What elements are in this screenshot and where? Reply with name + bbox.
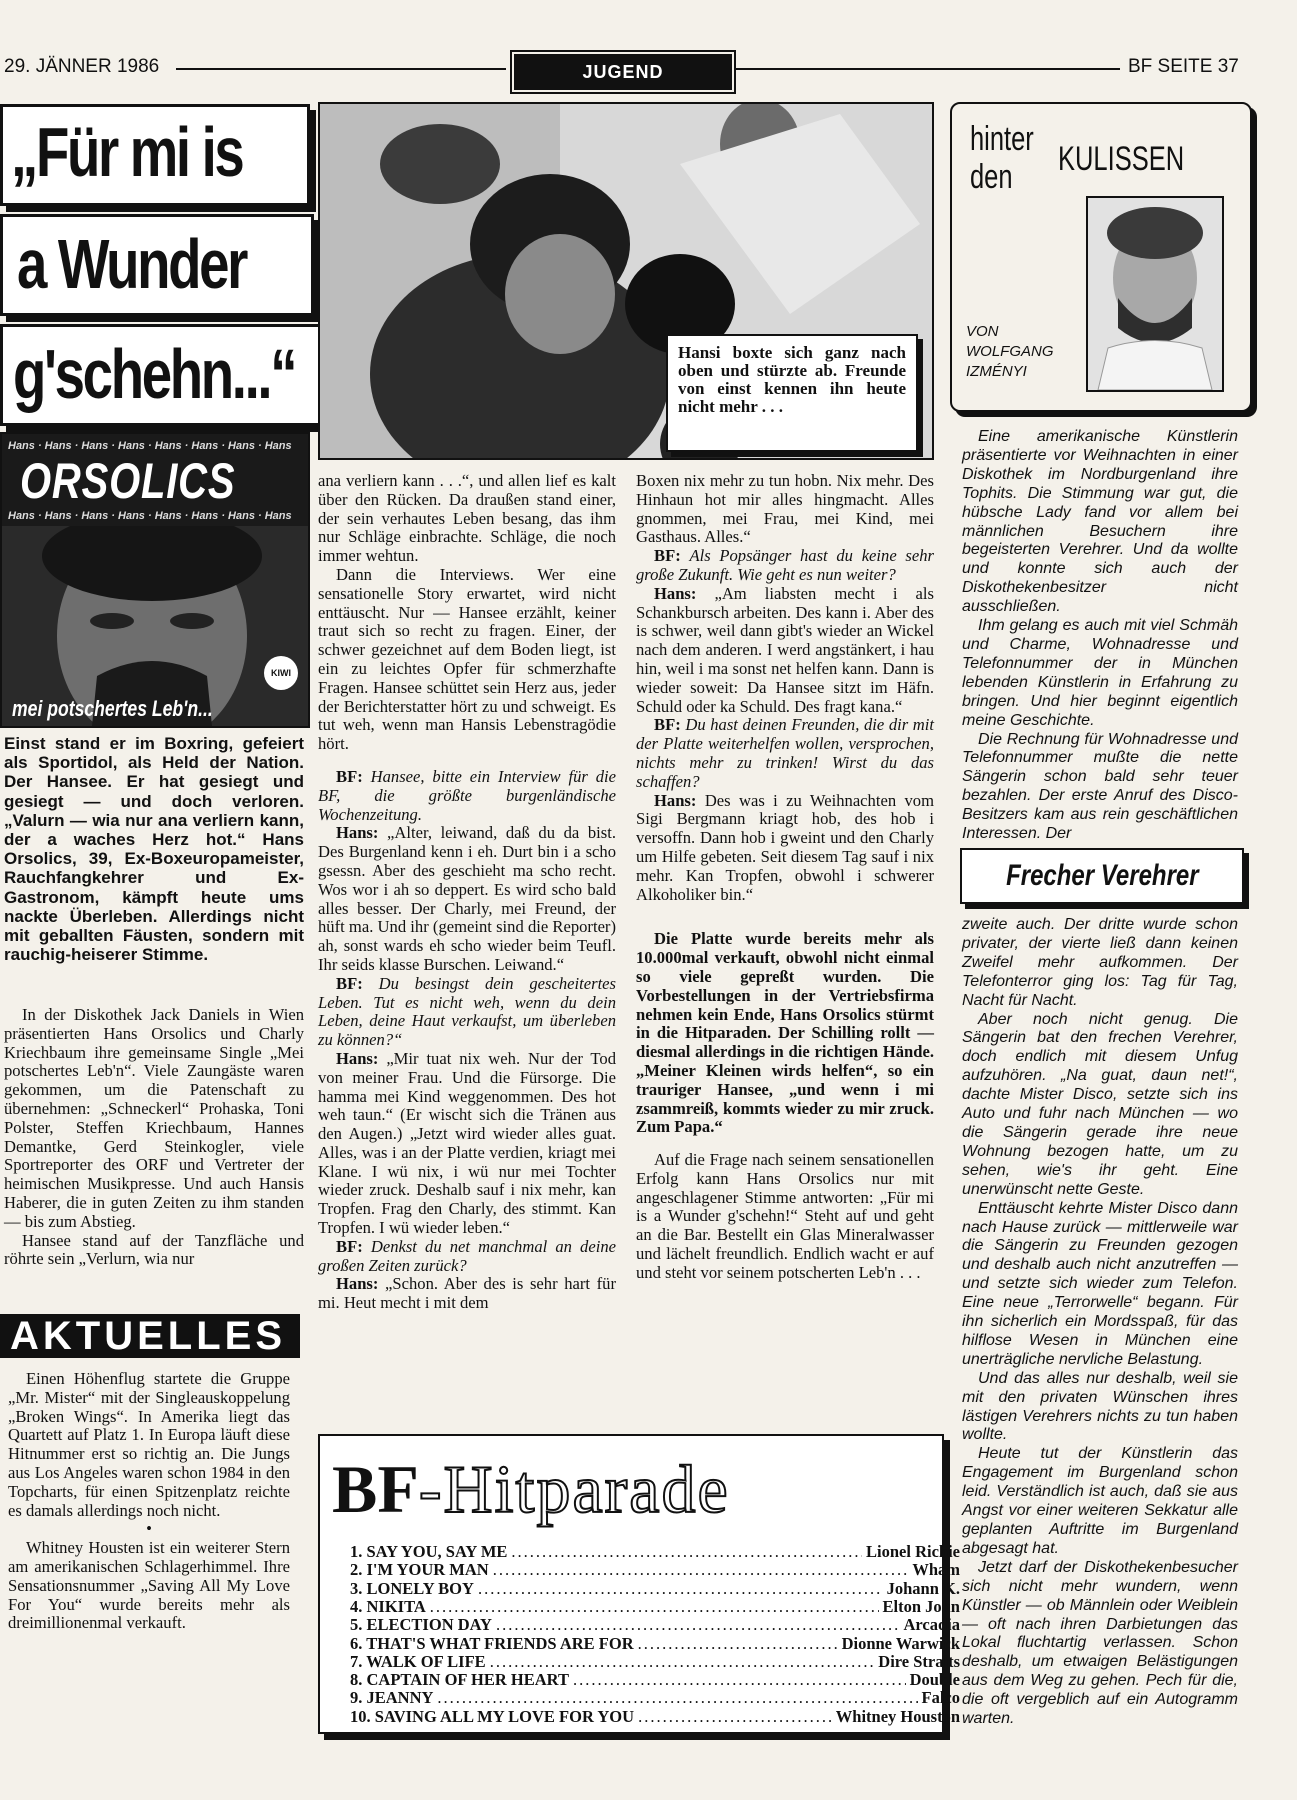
album-cover — [0, 432, 310, 728]
hitparade-song-title: 6. THAT'S WHAT FRIENDS ARE FOR — [350, 1633, 634, 1653]
hitparade-artist: Wham — [912, 1560, 960, 1580]
hitparade-title — [332, 1450, 730, 1529]
dot-leader — [638, 1634, 838, 1654]
paragraph: Eine amerikanische Künstlerin präsentierte vor Weihnachten in einer Diskothek im Nordburgenland ihre Tophits. Die Stimmung war gut, die hübsche Lady fand vor allem bei männlichen Besuchern ihre begeisterten Verehrer. Und da wollte und konnte sich auch der Diskothekenbesitzer nicht ausschließen. — [962, 428, 1238, 616]
paragraph: Boxen nix mehr zu tun hobn. Nix mehr. Des Hinhaun hot mir alles hingmacht. Alles gnommen, mei Frau, mei Kind, mei Gasthaus. Alles.“ — [636, 471, 934, 547]
hitparade-song-title: 1. SAY YOU, SAY ME — [350, 1542, 508, 1561]
speaker-hans: Hans: — [336, 823, 379, 843]
speaker-hans: Hans: — [654, 583, 697, 603]
paragraph: Enttäuscht kehrte Mister Disco dann nach Hause zurück — mittlerweile war die Sängerin zu Freunden gezogen und deshalb auch nicht anzutreffen — und setzte sich wieder zum Telefon. Eine neue „Terrorwelle“ begann. Für ihn sicherlich ein Mordsspaß, für das hilflose Wesen in München eine unerträgliche nervliche Belastung. — [962, 1199, 1238, 1368]
hitparade-entry — [350, 1670, 960, 1689]
sidebar-text-lower — [962, 916, 1238, 1729]
byline-von: VON — [966, 323, 999, 340]
hitparade-artist: Dire Straits — [878, 1651, 960, 1671]
header-rule-right — [736, 68, 1120, 70]
speaker-bf: BF: — [654, 715, 681, 735]
speaker-hans: Hans: — [336, 1274, 379, 1294]
paragraph: Und das alles nur deshalb, weil sie mit den privaten Wünschen ihres lästigen Verehrers nichts zu tun haben wollte. — [962, 1369, 1238, 1444]
issue-date: 29. JÄNNER 1986 — [4, 56, 160, 77]
album-banner-top: Hans · Hans · Hans · Hans · Hans · Hans · Hans · Hans — [8, 440, 292, 452]
hitparade-song-title: 5. ELECTION DAY — [350, 1615, 492, 1635]
hitparade-entry — [350, 1615, 960, 1634]
aktuelles-heading — [0, 1314, 300, 1358]
article-column-3 — [636, 472, 934, 1472]
column-title-kulissen: KULISSEN — [1058, 140, 1185, 178]
dot-leader — [638, 1707, 832, 1727]
headline-line-1 — [0, 104, 310, 206]
interview-question — [318, 768, 616, 824]
answer-text: „Am liabsten mecht i als Schankbursch arbeiten. Des kann i. Aber des is schwer, weil dann gibt's wieder an Wickel nach dem anderen. I werd angstänkert, i hau hin, weil i ma sonst net helfen kann. Dann is wieder soweit: Da Hansee sitzt im Häfn. Schuld oder ka Schuld. Des fragt kana.“ — [636, 583, 934, 716]
hitparade-entry — [350, 1597, 960, 1616]
paragraph: ana verliern kann . . .“, und allen lief es kalt über den Rücken. Da draußen stand einer, der sein verhautes Leben besang, das ihm nur Schläge einbrachte. Schläge, die noch immer wehtun. — [318, 471, 616, 566]
speaker-bf: BF: — [336, 1236, 363, 1256]
interview-question — [318, 975, 616, 1050]
paragraph: Jetzt darf der Diskothekenbesucher sich nicht mehr wundern, wenn Künstler — ob Männlein oder Weiblein — oft nach ihren Darbietungen das Lokal fluchtartig verlassen. Schon deshalb, um etwaigen Belästigungen aus dem Weg zu gehen. Pech für die, die oft vergeblich auf ein Autogramm warten. — [962, 1558, 1238, 1728]
paragraph: Einen Höhenflug startete die Gruppe „Mr. Mister“ mit der Singleauskoppelung „Broken Wings“. In Amerika liegt das Quartett auf Platz 1. In Europa läuft diese Hitnummer erst so richtig an. Die Jungs aus Los Angeles waren schon 1984 in den Topcharts, für einen Spitzenplatz reichte es damals allerdings noch nicht. — [8, 1369, 290, 1520]
paragraph: Aber noch nicht genug. Die Sängerin bat den frechen Verehrer, doch endlich mit diesem Unfug aufzuhören. „Na guat, daun net!“, dachte Mister Disco, setzte sich ins Auto und fuhr nach München — wo die Sängerin gerade ihre neue Wohnung bezogen hatte, um zu sehen, wie's ihr geht. Eine unerwünscht nette Geste. — [962, 1010, 1238, 1198]
hitparade-entry — [350, 1652, 960, 1671]
photo-caption: Hansi boxte sich ganz nach oben und stürzte ab. Freunde von einst kennen ihn heute nicht mehr . . . — [666, 334, 918, 452]
dot-leader — [573, 1670, 906, 1690]
paragraph: Ihm gelang es auch mit viel Schmäh und Charme, Wohnadresse und Telefonnummer der in München lebenden Künstlerin in Erfahrung zu bringen. Und hier beginnt eigentlich meine Geschichte. — [962, 617, 1238, 729]
hitparade-entry — [350, 1542, 960, 1561]
page-number: BF SEITE 37 — [1128, 56, 1239, 77]
answer-text: „Schon. Aber des is sehr hart für mi. Heut mecht i mit dem — [318, 1274, 616, 1313]
album-banner-bottom: Hans · Hans · Hans · Hans · Hans · Hans · Hans · Hans — [8, 510, 292, 522]
hitparade-box — [318, 1434, 960, 1734]
sidebar-text-upper — [962, 428, 1238, 844]
column-title-den: den — [970, 158, 1013, 196]
hitparade-title-word: -Hitparade — [418, 1451, 730, 1527]
question-text: Hansee, bitte ein Interview für die BF, die größte burgenländische Wochenzeitung. — [318, 766, 616, 824]
hitparade-artist: Elton John — [882, 1596, 960, 1616]
interview-question — [636, 716, 934, 791]
hitparade-entry — [350, 1707, 960, 1726]
hitparade-song-title: 3. LONELY BOY — [350, 1578, 474, 1598]
interview-answer — [318, 1050, 616, 1238]
hitparade-artist: Johann K. — [886, 1578, 960, 1598]
dot-leader — [493, 1560, 909, 1580]
dot-leader — [430, 1597, 879, 1617]
interview-answer — [318, 1275, 616, 1313]
interview-answer — [636, 792, 934, 905]
byline-firstname: WOLFGANG — [966, 343, 1054, 360]
album-title: ORSOLICS — [20, 453, 236, 509]
question-text: Als Popsänger hast du keine sehr große Zukunft. Wie geht es nun weiter? — [636, 546, 934, 584]
answer-text: „Mir tuat nix weh. Nur der Tod von meiner Frau. Und die Fürsorge. Die hamma mei Kind weggenommen. Des hot weh taun.“ (Er wischt sich die Tränen aus den Augen.) „Jetzt wird wieder alles guat. Alles, was i an der Platte verdien, kriagt mei Klane. I wü nix, i wü nur mei Tochter wieder zruck. Deshalb sauf i nix mehr, kan Tropfen. Frag den Charly, des stimmt. Kan Tropfen. I wü wieder leben.“ — [318, 1048, 616, 1238]
paragraph: Die Rechnung für Wohnadresse und Telefonnummer mußte die nette Sängerin schon bald sehr teuer bezahlen. Der erste Anruf des Disco-Besitzers kam aus rein geschäftlichen Interessen. Der — [962, 730, 1238, 843]
article-column-1 — [4, 1006, 304, 1306]
author-portrait — [1088, 198, 1222, 390]
paragraph: Dann die Interviews. Wer eine sensationelle Story erwartet, wird nicht enttäuscht. Nur — Hansee erzählt, keiner traut sich so recht zu fragen. Einer, der schwer gezeichnet auf dem Boden liegt, ist ein zu leichtes Opfer für schmerzhafte Fragen. Hansee schüttet sein Herz aus, jeder der Berichterstatter hört zu und schweigt. Es tut weh, wenn man Hansis Lebenstragödie hört. — [318, 564, 616, 754]
hitparade-artist: Arcadia — [903, 1615, 960, 1635]
subhead-text: Frecher Verehrer — [1005, 859, 1199, 892]
paragraph: In der Diskothek Jack Daniels in Wien präsentierten Hans Orsolics und Charly Kriechbaum ihre gemeinsame Single „Mei potschertes Leb'n“. Viele Zaungäste waren gekommen, um die Patenschaft zu übernehmen: „Schneckerl“ Prohaska, Toni Polster, Steffen Kriechbaum, Hannes Demantke, Gerd Steinkogler, viele Sportreporter des ORF und Vertreter der heimischen Musikpresse. Und auch Hansis Haberer, die in guten Zeiten zu ihm standen — bis zum Abstieg. — [4, 1005, 304, 1231]
hitparade-artist: Double — [909, 1670, 960, 1690]
speaker-bf: BF: — [336, 973, 363, 993]
hitparade-song-title: 7. WALK OF LIFE — [350, 1651, 486, 1671]
speaker-bf: BF: — [654, 546, 681, 566]
paragraph: zweite auch. Der dritte wurde schon privater, der vierte ließ dann keinen Zweifel mehr aufkommen. Der Telefonterror ging los: Tag für Tag, Nacht für Nacht. — [962, 916, 1238, 1009]
byline-lastname: IZMÉNYI — [966, 363, 1027, 380]
question-text: Du hast deinen Freunden, die dir mit der Platte weiterhelfen wollen, versprochen, nichts mehr zu trinken! Wirst du das schaffen? — [636, 715, 934, 791]
answer-text: Des was i zu Weihnachten vom Sigi Bergmann kriagt hob, des hob i versoffn. Dann hob i gweint und den Charly um Hilfe gebeten. Seit diesem Tag sauf i nix mehr. Kan Tropfen, obwohl i schwerer Alkoholiker bin.“ — [636, 790, 935, 904]
album-subtitle: mei potschertes Leb'n... — [12, 696, 213, 721]
dot-leader — [478, 1579, 883, 1599]
header-rule-left — [176, 68, 506, 70]
hitparade-artist: Lionel Richie — [866, 1542, 960, 1561]
hitparade-entry — [350, 1634, 960, 1653]
paragraph: Auf die Frage nach seinem sensationellen Erfolg kann Hans Orsolics nur mit angeschlagener Stimme antworten: „Für mi is a Wunder g'schehn!“ Steht auf und geht an die Bar. Bestellt ein Glas Mineralwasser und lächelt freundlich. Endlich wacht er auf und steht vor seinem potscherten Leb'n . . . — [636, 1150, 934, 1282]
record-label-logo: KIWI — [264, 656, 298, 690]
answer-text: „Alter, leiwand, daß du da bist. Des Burgenland kenn i eh. Durt bin i a scho gsessn. Aber des geschieht ma scho recht. Wos wor i ah so deppert. Es wird scho bald alles besser. Der Charly, mei Freund, der hüft ma. Und ihr (gemeint sind die Reporter) ah, sonst wards eh scho wieder beim Teufl. Ihr seids klasse Burschen. Leiwand.“ — [318, 823, 616, 974]
question-text: Denkst du net manchmal an deine großen Zeiten zurück? — [318, 1236, 616, 1275]
dot-leader — [437, 1688, 917, 1708]
bullet-separator: • — [146, 1519, 152, 1539]
author-byline — [966, 322, 1054, 382]
speaker-hans: Hans: — [654, 790, 697, 810]
paragraph: Whitney Housten ist ein weiterer Stern am amerikanischen Schlagerhimmel. Ihre Sensationsnummer „Saving All My Love For You“ wurde bereits mehr als dreimillionenmal verkauft. — [8, 1538, 290, 1633]
aktuelles-title: AKTUELLES — [10, 1314, 286, 1358]
speaker-hans: Hans: — [336, 1048, 379, 1068]
column-title-hinter: hinter — [970, 120, 1034, 158]
headline-text-1: „Für mi is — [11, 113, 243, 191]
section-label: JUGEND — [514, 54, 732, 90]
hitparade-song-title: 10. SAVING ALL MY LOVE FOR YOU — [350, 1706, 635, 1726]
paragraph: Heute tut der Künstlerin das Engagement im Burgenland schon leid. Verständlich ist auch, daß sie aus Angst vor einer weiteren Sekkatur alle geplanten Auftritte im Burgenland abgesagt hat. — [962, 1445, 1238, 1557]
headline-text-3: g'schehn...“ — [13, 335, 296, 413]
hitparade-entry — [350, 1579, 960, 1598]
dot-leader — [511, 1542, 862, 1562]
aktuelles-column — [8, 1370, 290, 1633]
hitparade-artist: Whitney Houston — [835, 1706, 960, 1726]
hitparade-title-bf: BF — [332, 1451, 419, 1527]
hitparade-song-title: 9. JEANNY — [350, 1688, 434, 1708]
dot-leader — [490, 1652, 875, 1672]
question-text: Du besingst dein gescheitertes Leben. Tut es nicht weh, wenn du dein Leben, deine Haut verkaufst, um überleben zu können?“ — [318, 973, 617, 1050]
hitparade-entry — [350, 1560, 960, 1579]
hitparade-song-title: 4. NIKITA — [350, 1596, 426, 1616]
hitparade-artist: Falco — [921, 1688, 960, 1708]
paragraph: Hansee stand auf der Tanzfläche und röhrte sein „Verlurn, wia nur — [4, 1230, 304, 1269]
article-intro: Einst stand er im Boxring, gefeiert als Sportidol, als Held der Nation. Der Hansee. Er hat gesiegt und gesiegt — und doch verloren. „Valurn — wia nur ana verliern kann, der a waches Herz hot.“ Hans Orsolics, 39, Ex-Boxeuropameister, Rauchfangkehrer und Ex-Gastronom, kämpft heute ums nackte Überleben. Allerdings nicht mit geballten Fäusten, sondern mit rauchig-heiserer Stimme. — [4, 734, 304, 965]
interview-question — [318, 1238, 616, 1276]
hitparade-artist: Dionne Warwick — [841, 1633, 960, 1653]
speaker-bf: BF: — [336, 766, 363, 786]
column-header-box — [950, 102, 1252, 412]
bold-paragraph: Die Platte wurde bereits mehr als 10.000mal verkauft, obwohl nicht einmal so viele gepreßt wurden. Die Vorbestellungen in der Vertriebsfirma nehmen kein Ende, Hans Orsolics stürmt in die Hitparaden. Der Schilling rollt — diesmal allerdings in die richtigen Hände. „Meiner Kleinen wirds helfen“, so ein trauriger Hansee, „und wenn i mi zsammreiß, kommts wieder zu mir zruck. Zum Papa.“ — [636, 929, 934, 1137]
hitparade-song-title: 8. CAPTAIN OF HER HEART — [350, 1670, 569, 1690]
article-column-2 — [318, 472, 616, 1472]
headline-text-2: a Wunder — [17, 225, 247, 303]
interview-answer — [318, 824, 616, 974]
hitparade-entry — [350, 1688, 960, 1707]
subhead-box — [960, 848, 1244, 904]
hitparade-song-title: 2. I'M YOUR MAN — [350, 1560, 489, 1580]
author-photo — [1086, 196, 1224, 392]
interview-answer — [636, 585, 934, 717]
dot-leader — [496, 1615, 900, 1635]
headline-line-3 — [0, 324, 358, 426]
interview-question — [636, 547, 934, 585]
headline-line-2 — [0, 214, 314, 316]
